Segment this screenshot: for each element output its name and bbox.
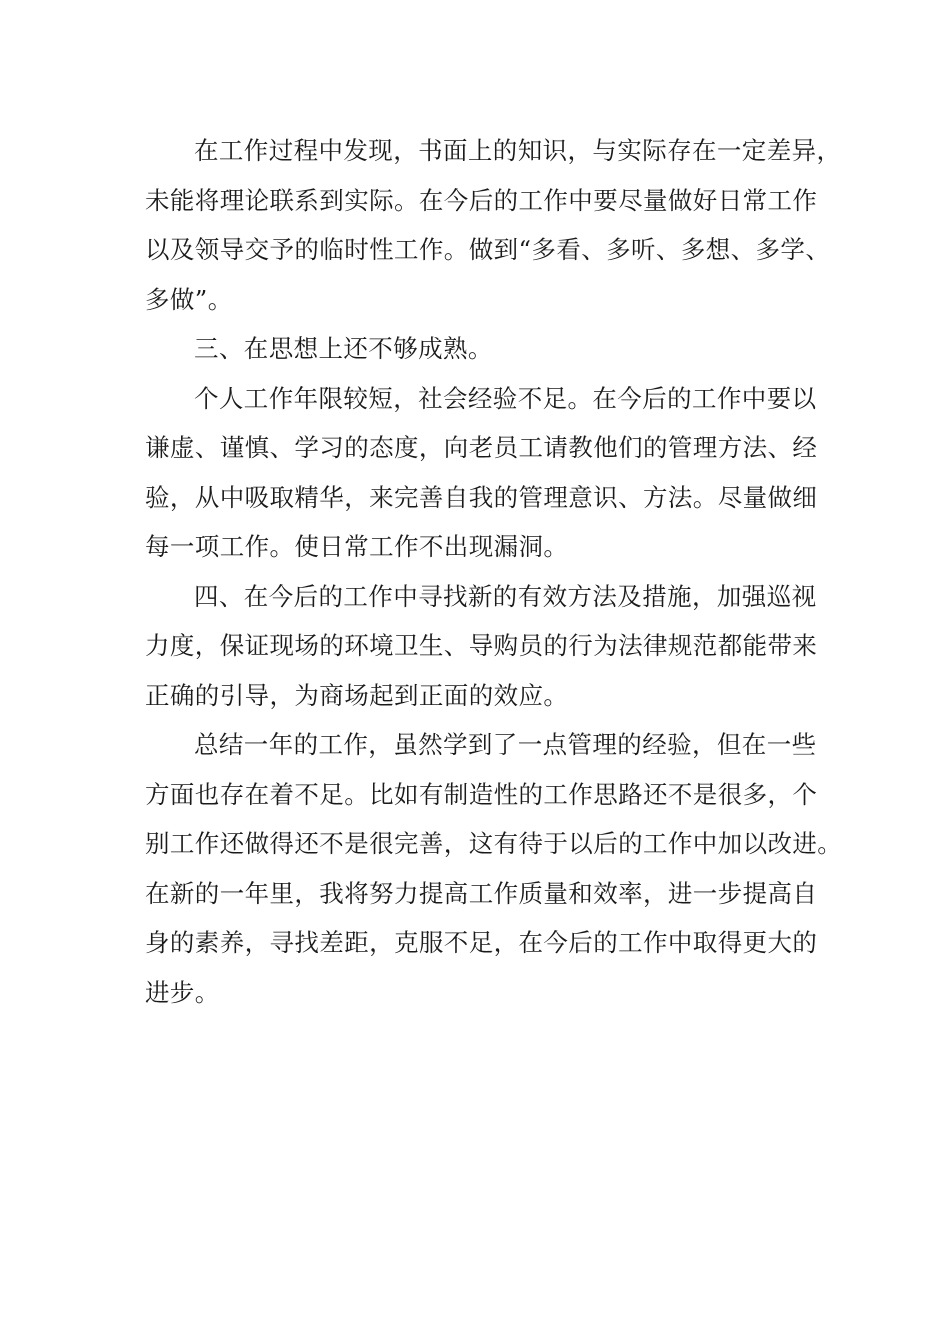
text-line: 每一项工作。使日常工作不出现漏洞。 — [145, 532, 569, 561]
paragraph-experience — [145, 374, 835, 572]
document-body — [145, 126, 843, 1017]
text-line: 多做”。 — [145, 284, 233, 314]
text-line: 个人工作年限较短，社会经验不足。在今后的工作中要以 — [194, 383, 817, 413]
text-line: 验，从中吸取精华，来完善自我的管理意识、方法。尽量做细 — [145, 482, 818, 512]
text-line: 进步。 — [145, 977, 220, 1007]
section-heading-three — [145, 324, 835, 374]
text-line: 力度，保证现场的环境卫生、导购员的行为法律规范都能带来 — [145, 631, 818, 660]
paragraph-point-four — [145, 572, 835, 721]
text-line: 在工作过程中发现，书面上的知识，与实际存在一定差异， — [194, 136, 842, 165]
text-line: 总结一年的工作，虽然学到了一点管理的经验，但在一些 — [194, 730, 817, 759]
text-line: 正确的引导，为商场起到正面的效应。 — [145, 680, 569, 710]
text-line: 未能将理论联系到实际。在今后的工作中要尽量做好日常工作 — [145, 185, 818, 215]
paragraph-work-process — [145, 126, 842, 324]
paragraph-summary — [145, 720, 843, 1017]
text-line: 三、在思想上还不够成熟。 — [194, 334, 493, 363]
text-line: 在新的一年里，我将努力提高工作质量和效率，进一步提高自 — [145, 878, 818, 908]
text-line: 以及领导交予的临时性工作。做到“多看、多听、多想、多学、 — [145, 235, 831, 264]
text-line: 身的素养，寻找差距，克服不足，在今后的工作中取得更大的 — [145, 928, 818, 957]
text-line: 谦虚、谨慎、学习的态度，向老员工请教他们的管理方法、经 — [145, 433, 818, 462]
text-line: 四、在今后的工作中寻找新的有效方法及措施，加强巡视 — [194, 581, 817, 611]
text-line: 方面也存在着不足。比如有制造性的工作思路还不是很多，个 — [145, 779, 818, 809]
text-line: 别工作还做得还不是很完善，这有待于以后的工作中加以改进。 — [145, 829, 843, 858]
